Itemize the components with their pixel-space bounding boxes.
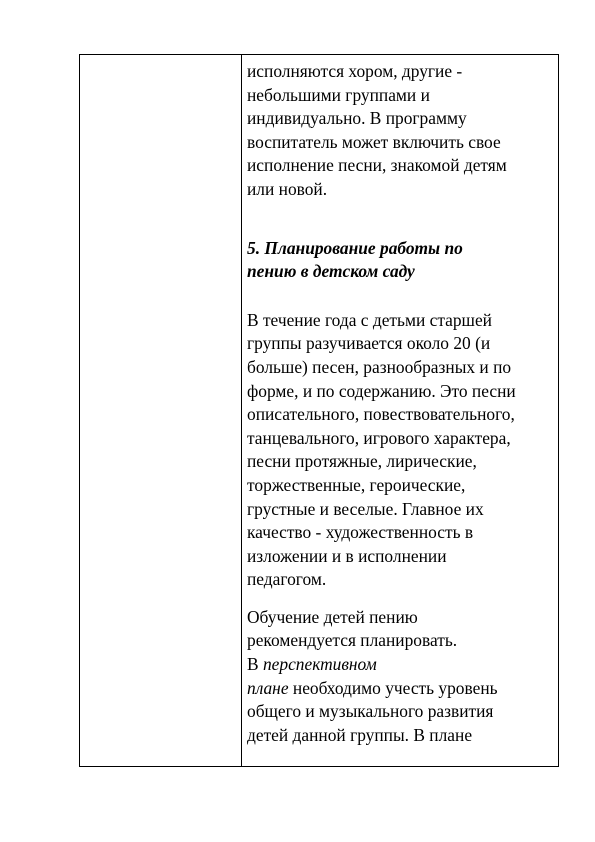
text-line: небольшими группами и [247, 84, 430, 105]
text-line: описательного, повествовательного, [247, 404, 515, 425]
text-line: исполнение песни, знакомой детям [247, 155, 507, 176]
text-line: торжественные, героические, [247, 474, 466, 495]
text-line: или новой. [247, 178, 328, 199]
text-line: танцевального, игрового характера, [247, 427, 511, 448]
paragraph-songs [247, 309, 557, 592]
text-line: Обучение детей пению [247, 606, 418, 627]
text-line: качество - художественность в [247, 522, 474, 543]
text-line: общего и музыкального развития [247, 701, 494, 722]
text-line: воспитатель может включить свое [247, 131, 501, 152]
emphasis-text: плане [247, 677, 289, 698]
emphasis-text: перспективном [262, 654, 377, 675]
text-line: песни протяжные, лирические, [247, 451, 477, 472]
text-fragment: необходимо учесть уровень [288, 677, 498, 698]
content-table [79, 54, 559, 767]
heading-line: пению в детском саду [247, 261, 415, 282]
text-line: исполняются хором, другие - [247, 61, 463, 81]
text-line: рекомендуется планировать. [247, 630, 458, 651]
text-fragment: В [247, 654, 263, 675]
text-line: форме, и по содержанию. Это песни [247, 380, 516, 401]
paragraph-continued [247, 60, 557, 202]
section-heading [247, 237, 557, 284]
text-line: изложении и в исполнении [247, 545, 447, 566]
text-line: больше) песен, разнообразных и по [247, 356, 512, 377]
paragraph-planning [247, 606, 557, 748]
text-line [247, 677, 557, 701]
table-right-cell [247, 60, 557, 747]
text-line: группы разучивается около 20 (и [247, 333, 491, 354]
text-line: грустные и веселые. Главное их [247, 498, 484, 519]
text-line [247, 653, 557, 677]
text-line: индивидуально. В программу [247, 108, 467, 129]
text-line: В течение года с детьми старшей [247, 309, 492, 330]
table-left-cell [80, 55, 241, 766]
heading-line: 5. Планирование работы по [247, 237, 463, 258]
text-line: педагогом. [247, 569, 327, 590]
column-divider [241, 55, 242, 766]
text-line: детей данной группы. В плане [247, 724, 473, 745]
